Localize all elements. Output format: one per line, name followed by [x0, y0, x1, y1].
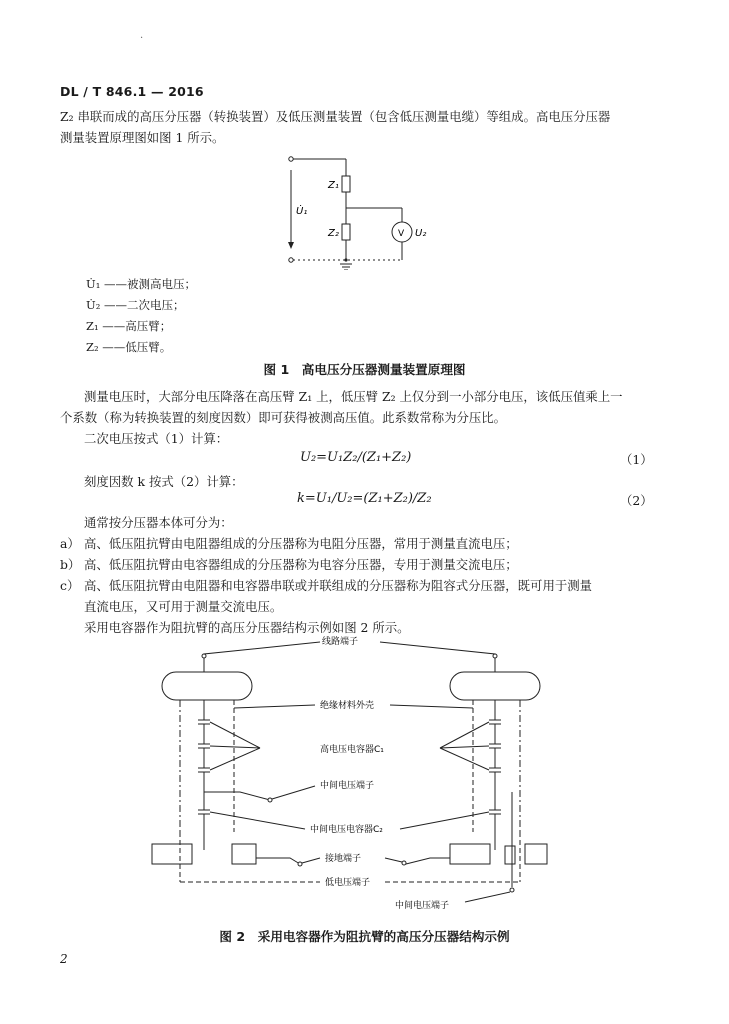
paragraph-1-line-2: 个系数（称为转换装置的刻度因数）即可获得被测高压值。此系数常称为分压比。 — [60, 410, 507, 425]
list-text: 高、低压阻抗臂由电阻器组成的分压器称为电阻分压器，常用于测量直流电压； — [84, 536, 518, 551]
figure1-circuit — [270, 150, 430, 270]
u1-label: U̇₁ — [296, 206, 308, 217]
line-terminal-label: 线路端子 — [322, 637, 359, 647]
paragraph-2: 二次电压按式（1）计算： — [84, 431, 229, 446]
list-item-c — [60, 575, 672, 596]
body-text — [60, 386, 672, 449]
paragraph-4: 通常按分压器本体可分为： — [84, 515, 233, 530]
mv-capacitor-label: 中间电压电容器C₂ — [310, 825, 383, 835]
equation-1: U₂=U₁Z₂/(Z₁+Z₂) — [300, 450, 412, 465]
list-key: a） — [60, 536, 80, 551]
intro-line-2: 测量装置原理图如图 1 所示。 — [60, 130, 225, 145]
z1-label: Z₁ — [328, 180, 339, 191]
page-number: 2 — [60, 952, 68, 966]
list-text: 高、低压阻抗臂由电容器组成的分压器称为电容分压器，专用于测量交流电压； — [84, 557, 518, 572]
list-text: 高、低压阻抗臂由电阻器和电容器串联或并联组成的分压器称为阻容式分压器，既可用于测量 — [84, 578, 593, 593]
mid-terminal-2-label: 中间电压端子 — [395, 901, 450, 911]
legend-item: U̇₁ ——被测高电压； — [86, 277, 196, 291]
legend-item: U̇₂ ——二次电压； — [86, 298, 185, 312]
u2-label: U₂ — [415, 228, 427, 239]
list-key: c） — [60, 578, 80, 593]
z2-label: Z₂ — [328, 228, 339, 239]
mid-terminal-label: 中间电压端子 — [320, 781, 375, 791]
stray-dot: . — [140, 30, 144, 41]
list-item-c-continuation: 直流电压，又可用于测量交流电压。 — [84, 599, 283, 614]
paragraph-5: 采用电容器作为阻抗臂的高压分压器结构示例如图 2 所示。 — [84, 620, 410, 635]
intro-paragraph — [60, 106, 670, 148]
legend-item: Z₂ ——低压臂。 — [86, 340, 172, 354]
list-item-a — [60, 533, 672, 554]
intro-line-1: Z₂ 串联而成的高压分压器（转换装置）及低压测量装置（包含低压测量电缆）等组成。高电压分压器 — [60, 109, 611, 124]
paragraph-3: 刻度因数 k 按式（2）计算： — [84, 474, 244, 489]
voltmeter-label: V — [398, 229, 405, 239]
figure2-diagram — [140, 632, 560, 922]
legend-item: Z₁ ——高压臂； — [86, 319, 172, 333]
figure1-legend — [86, 274, 196, 358]
classification-list — [60, 512, 672, 638]
standard-header: DL / T 846.1 — 2016 — [60, 84, 204, 99]
hv-capacitor-label: 高电压电容器C₁ — [320, 745, 384, 755]
figure2-caption: 图 2 采用电容器作为阻抗臂的高压分压器结构示例 — [219, 929, 510, 944]
insulation-label: 绝缘材料外壳 — [320, 701, 375, 711]
ground-terminal-label: 接地端子 — [325, 854, 362, 864]
equation-2: k=U₁/U₂=(Z₁+Z₂)/Z₂ — [297, 491, 432, 506]
lv-terminal-label: 低电压端子 — [325, 878, 371, 888]
list-item-b — [60, 554, 672, 575]
list-key: b） — [60, 557, 81, 572]
equation-2-number: （2） — [620, 493, 653, 508]
paragraph-1-line-1: 测量电压时，大部分电压降落在高压臂 Z₁ 上，低压臂 Z₂ 上仅分到一小部分电压，该低压值乘上一 — [84, 389, 623, 404]
figure1-caption: 图 1 高电压分压器测量装置原理图 — [263, 362, 466, 377]
equation-1-number: （1） — [620, 452, 653, 467]
